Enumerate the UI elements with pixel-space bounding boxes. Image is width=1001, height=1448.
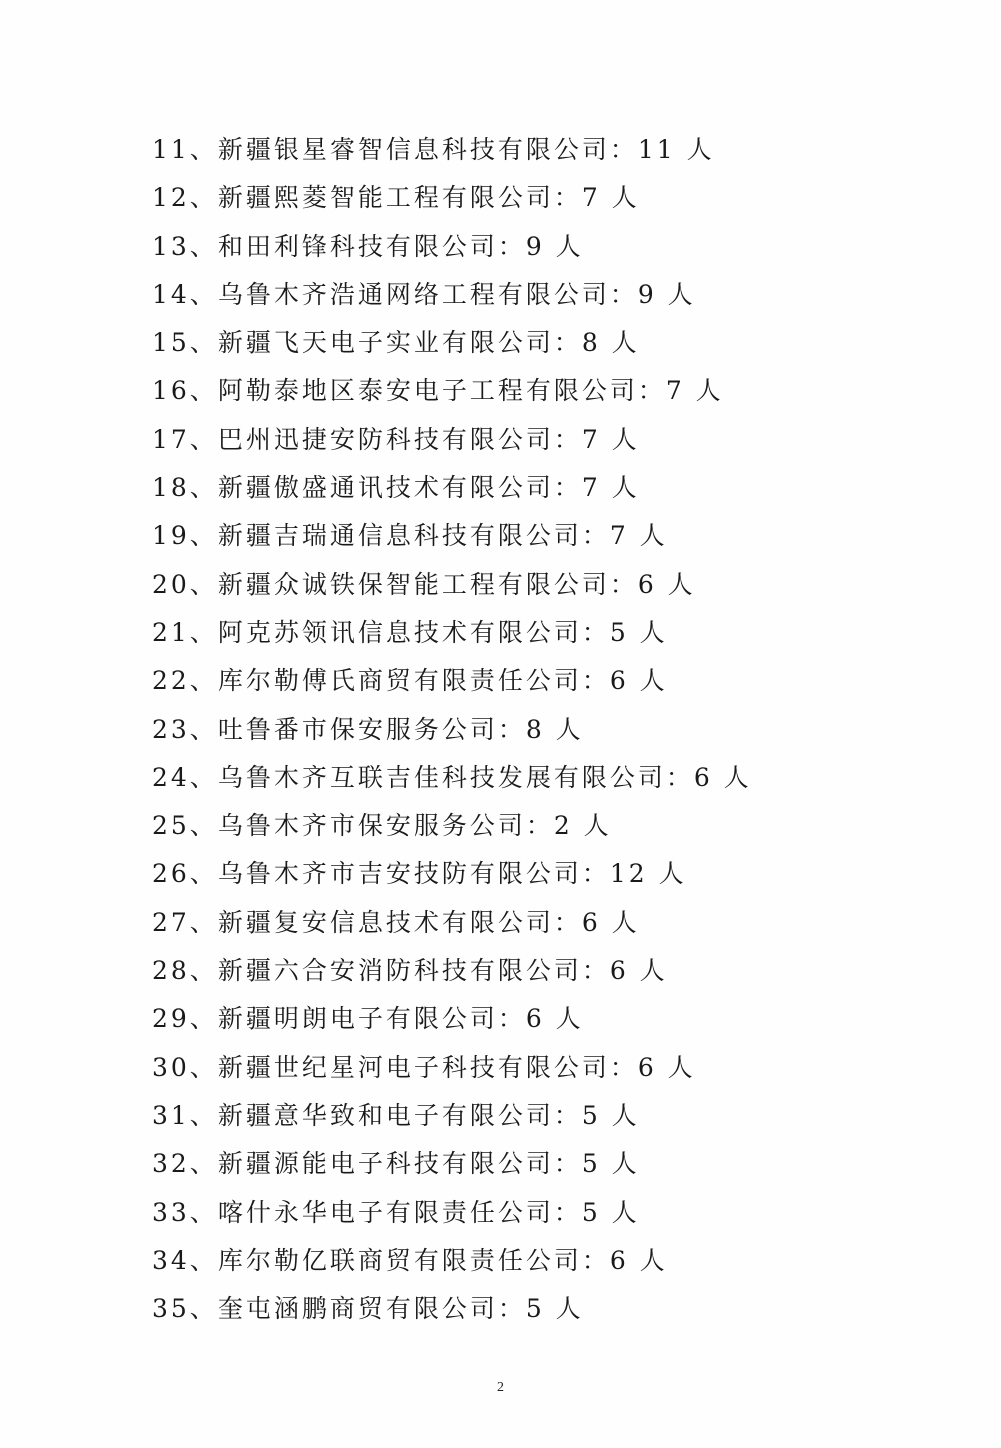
company-name: 新疆意华致和电子有限公司： (217, 1100, 582, 1130)
company-name: 新疆众诚铁保智能工程有限公司： (217, 569, 638, 599)
item-number: 30、 (152, 1052, 218, 1082)
person-count: 6 人 (581, 907, 640, 937)
list-item (152, 899, 752, 947)
person-count: 6 人 (525, 1004, 584, 1034)
list-item (152, 1285, 752, 1333)
list-item (152, 1044, 752, 1092)
item-number: 14、 (152, 279, 218, 309)
list-item (152, 947, 752, 995)
company-name: 奎屯涵鹏商贸有限公司： (217, 1294, 526, 1324)
item-number: 12、 (152, 183, 218, 213)
company-name: 新疆银星睿智信息科技有限公司： (217, 135, 638, 164)
item-number: 18、 (152, 473, 218, 503)
company-name: 吐鲁番市保安服务公司： (217, 714, 526, 744)
person-count: 5 人 (609, 617, 668, 647)
page-number: 2 (497, 1380, 504, 1395)
item-number: 21、 (152, 617, 218, 647)
list-item (152, 223, 752, 271)
list-item (152, 174, 752, 222)
item-number: 32、 (152, 1149, 218, 1179)
company-name: 库尔勒傅氏商贸有限责任公司： (217, 666, 610, 696)
item-number: 22、 (152, 666, 218, 696)
company-name: 喀什永华电子有限责任公司： (217, 1197, 582, 1227)
list-item (152, 561, 752, 609)
item-number: 15、 (152, 328, 218, 358)
person-count: 9 人 (525, 231, 584, 261)
person-count: 5 人 (581, 1100, 640, 1130)
company-name: 乌鲁木齐互联吉佳科技发展有限公司： (217, 762, 694, 792)
item-number: 23、 (152, 714, 218, 744)
item-number: 28、 (152, 956, 218, 986)
list-item (152, 1092, 752, 1140)
company-name: 乌鲁木齐市吉安技防有限公司： (217, 859, 610, 889)
company-name: 新疆傲盛通讯技术有限公司： (217, 473, 582, 503)
company-name: 新疆世纪星河电子科技有限公司： (217, 1052, 638, 1082)
item-number: 24、 (152, 762, 218, 792)
list-item (152, 367, 752, 415)
person-count: 7 人 (581, 424, 640, 454)
item-number: 34、 (152, 1245, 218, 1275)
company-name: 巴州迅捷安防科技有限公司： (217, 424, 582, 454)
company-list (152, 126, 752, 1333)
list-item (152, 464, 752, 512)
item-number: 33、 (152, 1197, 218, 1227)
list-item (152, 995, 752, 1043)
list-item (152, 319, 752, 367)
company-name: 新疆复安信息技术有限公司： (217, 907, 582, 937)
list-item (152, 1237, 752, 1285)
list-item (152, 754, 752, 802)
person-count: 5 人 (581, 1197, 640, 1227)
person-count: 8 人 (581, 328, 640, 358)
company-name: 新疆源能电子科技有限公司： (217, 1149, 582, 1179)
company-name: 库尔勒亿联商贸有限责任公司： (217, 1245, 610, 1275)
item-number: 29、 (152, 1004, 218, 1034)
list-item (152, 1189, 752, 1237)
company-name: 乌鲁木齐浩通网络工程有限公司： (217, 279, 638, 309)
company-name: 和田利锋科技有限公司： (217, 231, 526, 261)
person-count: 11 人 (637, 135, 715, 164)
person-count: 2 人 (553, 811, 612, 841)
person-count: 6 人 (637, 569, 696, 599)
list-item (152, 850, 752, 898)
list-item (152, 271, 752, 319)
item-number: 17、 (152, 424, 218, 454)
person-count: 9 人 (637, 279, 696, 309)
person-count: 5 人 (525, 1294, 584, 1324)
list-item (152, 609, 752, 657)
person-count: 8 人 (525, 714, 584, 744)
company-name: 阿勒泰地区泰安电子工程有限公司： (217, 376, 666, 406)
item-number: 25、 (152, 811, 218, 841)
list-item (152, 416, 752, 464)
item-number: 11、 (152, 135, 218, 164)
company-name: 新疆明朗电子有限公司： (217, 1004, 526, 1034)
person-count: 12 人 (609, 859, 687, 889)
person-count: 6 人 (609, 666, 668, 696)
list-item (152, 126, 752, 174)
person-count: 6 人 (609, 956, 668, 986)
item-number: 16、 (152, 376, 218, 406)
list-item (152, 1140, 752, 1188)
item-number: 27、 (152, 907, 218, 937)
item-number: 35、 (152, 1294, 218, 1324)
company-name: 阿克苏领讯信息技术有限公司： (217, 617, 610, 647)
item-number: 19、 (152, 521, 218, 551)
item-number: 20、 (152, 569, 218, 599)
list-item (152, 706, 752, 754)
person-count: 6 人 (609, 1245, 668, 1275)
company-name: 乌鲁木齐市保安服务公司： (217, 811, 554, 841)
person-count: 6 人 (637, 1052, 696, 1082)
person-count: 7 人 (581, 473, 640, 503)
item-number: 13、 (152, 231, 218, 261)
person-count: 7 人 (581, 183, 640, 213)
company-name: 新疆吉瑞通信息科技有限公司： (217, 521, 610, 551)
item-number: 31、 (152, 1100, 218, 1130)
item-number: 26、 (152, 859, 218, 889)
person-count: 5 人 (581, 1149, 640, 1179)
list-item (152, 657, 752, 705)
list-item (152, 512, 752, 560)
person-count: 6 人 (693, 762, 752, 792)
list-item (152, 802, 752, 850)
person-count: 7 人 (665, 376, 724, 406)
company-name: 新疆飞天电子实业有限公司： (217, 328, 582, 358)
person-count: 7 人 (609, 521, 668, 551)
company-name: 新疆熙菱智能工程有限公司： (217, 183, 582, 213)
company-name: 新疆六合安消防科技有限公司： (217, 956, 610, 986)
